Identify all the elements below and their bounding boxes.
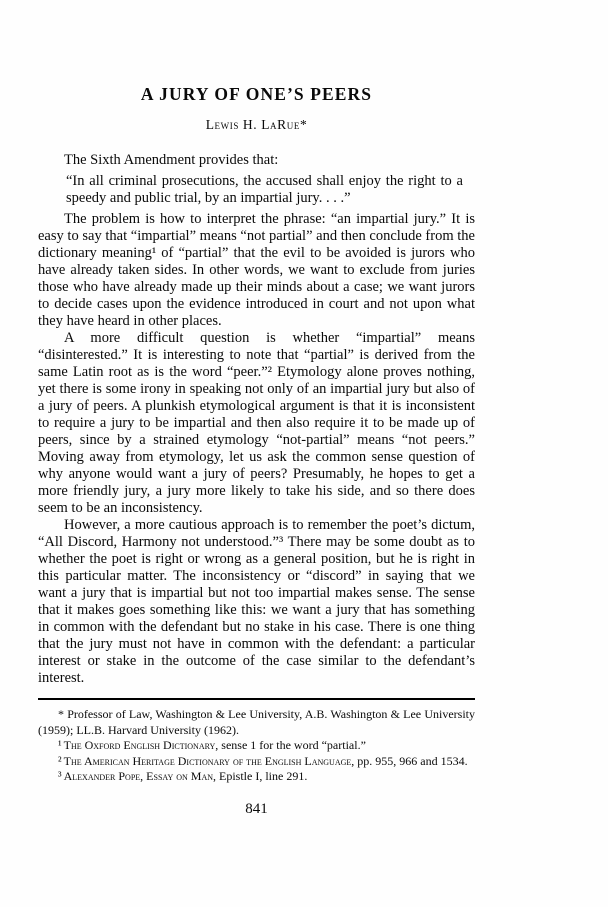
intro-paragraph: The Sixth Amendment provides that: (64, 152, 279, 168)
body-paragraph: However, a more cautious approach is to remember the poet’s dictum, “All Discord, Harmony not understood.”³ There may be some doubt as to whether the poet is right or wrong as a general position, but he is right in this particular matter. The inconsistency or “discord” in saying that we want a jury that is impartial but not too impartial makes sense. The sense that it makes goes something like this: we want a jury that has something in common with the defendant but no stake in his case. There is one thing that the jury must not have in common with the defendant: a particular interest or stake in the outcome of the case similar to the defendant’s interest. (38, 517, 475, 686)
footnote-2-citation: The American Heritage Dictionary of the English Language (63, 753, 352, 768)
footnote-star: * Professor of Law, Washington & Lee University, A.B. Washington & Lee University (1959); LL.B. Harvard University (1962). (38, 707, 475, 737)
footnote-3 (38, 769, 475, 785)
footnote-1-citation: The Oxford English Dictionary (63, 738, 216, 752)
footnote-2-marker: ² (58, 753, 62, 768)
author-line: Lewis H. LaRue* (205, 117, 308, 132)
footnote-1-rest: , sense 1 for the word “partial.” (215, 738, 366, 752)
page-title: A JURY OF ONE’S PEERS (140, 84, 373, 104)
footnote-3-marker: ³ (58, 769, 62, 783)
text-column (38, 0, 475, 818)
page-number: 841 (245, 800, 268, 817)
body-paragraph: A more difficult question is whether “impartial” means “disinterested.” It is interesting to note that “partial” is derived from the same Latin root as is the word “peer.”² Etymology alone proves nothing, yet there is some irony in speaking not only of an impartial jury but also of a jury of peers. A plunkish etymological argument is that it is inconsistent to require a jury to be impartial and then also require it to be made up of peers, since by a strained etymology “not-partial” means “not peers.” Moving away from etymology, let us ask the common sense question of why anyone would want a jury of peers? Presumably, he hopes to get a more friendly jury, a jury more likely to take his side, and so there does seem to be an inconsistency. (38, 330, 475, 516)
footnote-2 (38, 754, 475, 770)
footnote-1-marker: ¹ (58, 738, 62, 752)
footnotes-section (38, 707, 475, 785)
footnote-2-rest: , pp. 955, 966 and 1534. (351, 753, 468, 768)
footnote-1 (38, 738, 475, 754)
footnote-3-citation: Alexander Pope, Essay on Man (63, 769, 213, 783)
footnote-divider (38, 698, 475, 700)
body-paragraph: The problem is how to interpret the phrase: “an impartial jury.” It is easy to say that “impartial” means “not partial” and then conclude from the dictionary meaning¹ of “partial” that the evil to be avoided is jurors who have already taken sides. In other words, we want to exclude from juries those who have already made up their minds about a case; we want jurors to decide cases upon the evidence introduced in court and not upon what they have heard in other places. (38, 211, 475, 329)
sixth-amendment-quote: “In all criminal prosecutions, the accused shall enjoy the right to a speedy and public trial, by an impartial jury. . . .” (66, 173, 463, 206)
footnote-3-rest: , Epistle I, line 291. (213, 769, 308, 783)
